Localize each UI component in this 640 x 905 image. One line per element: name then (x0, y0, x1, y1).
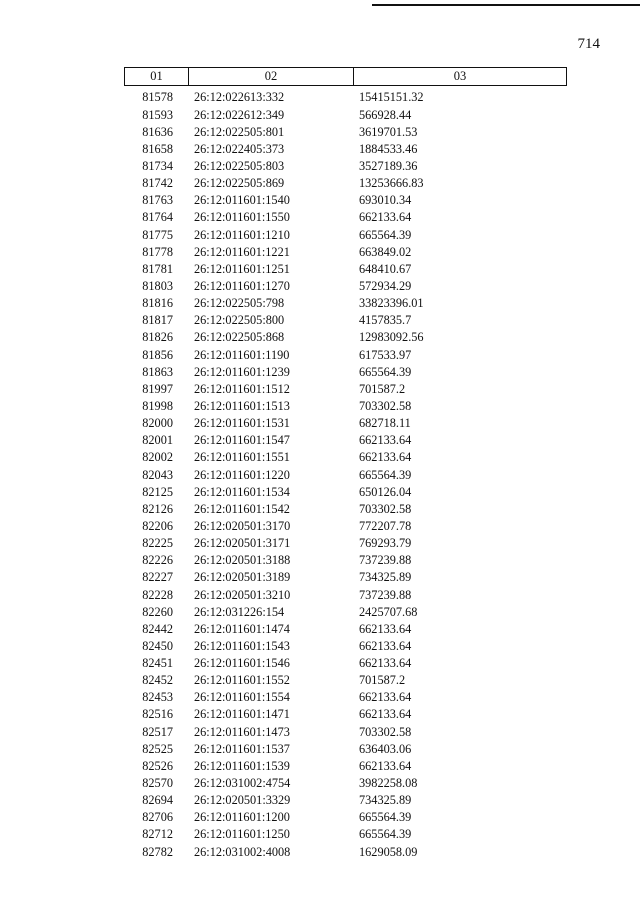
cadastral-number-cell: 26:12:020501:3329 (194, 793, 291, 808)
row-id-cell: 82000 (142, 416, 173, 431)
table-row (124, 723, 567, 740)
table-row (124, 552, 567, 569)
row-id-cell: 82001 (142, 433, 173, 448)
value-cell: 2425707.68 (359, 604, 418, 619)
row-id-cell: 82570 (142, 776, 173, 791)
row-id-cell: 82227 (142, 570, 173, 585)
top-rule (372, 4, 640, 6)
row-id-cell: 81636 (142, 124, 173, 139)
table-row (124, 792, 567, 809)
row-id-cell: 81817 (142, 313, 173, 328)
table-row (124, 432, 567, 449)
table-row (124, 740, 567, 757)
row-id-cell: 81998 (142, 398, 173, 413)
value-cell: 662133.64 (359, 621, 412, 636)
table-row (124, 278, 567, 295)
value-cell: 566928.44 (359, 107, 412, 122)
row-id-cell: 81816 (142, 296, 173, 311)
row-id-cell: 82452 (142, 673, 173, 688)
value-cell: 665564.39 (359, 364, 412, 379)
table-row (124, 89, 567, 106)
table-row (124, 757, 567, 774)
row-id-cell: 81578 (142, 90, 173, 105)
table-row (124, 466, 567, 483)
cadastral-number-cell: 26:12:020501:3170 (194, 518, 291, 533)
cadastral-number-cell: 26:12:011601:1512 (194, 381, 290, 396)
row-id-cell: 81763 (142, 193, 173, 208)
value-cell: 662133.64 (359, 758, 412, 773)
row-id-cell: 81593 (142, 107, 173, 122)
row-id-cell: 81826 (142, 330, 173, 345)
table-body (124, 89, 567, 860)
value-cell: 703302.58 (359, 398, 412, 413)
value-cell: 734325.89 (359, 570, 412, 585)
row-id-cell: 82694 (142, 793, 173, 808)
row-id-cell: 81734 (142, 158, 173, 173)
table-row (124, 243, 567, 260)
cadastral-number-cell: 26:12:031226:154 (194, 604, 285, 619)
value-cell: 662133.64 (359, 690, 412, 705)
value-cell: 13253666.83 (359, 176, 424, 191)
value-cell: 662133.64 (359, 450, 412, 465)
row-id-cell: 82453 (142, 690, 173, 705)
table-row (124, 843, 567, 860)
cadastral-number-cell: 26:12:022405:373 (194, 141, 285, 156)
table-row (124, 312, 567, 329)
value-cell: 3619701.53 (359, 124, 418, 139)
cadastral-number-cell: 26:12:011601:1547 (194, 433, 290, 448)
value-cell: 650126.04 (359, 484, 412, 499)
cadastral-number-cell: 26:12:011601:1543 (194, 638, 290, 653)
table-row (124, 569, 567, 586)
value-cell: 769293.79 (359, 536, 412, 551)
table-row (124, 175, 567, 192)
value-cell: 772207.78 (359, 518, 412, 533)
row-id-cell: 82516 (142, 707, 173, 722)
row-id-cell: 81742 (142, 176, 173, 191)
row-id-cell: 81863 (142, 364, 173, 379)
cadastral-number-cell: 26:12:011601:1540 (194, 193, 290, 208)
value-cell: 665564.39 (359, 467, 412, 482)
row-id-cell: 81658 (142, 141, 173, 156)
table-row (124, 706, 567, 723)
table-row (124, 346, 567, 363)
table-row (124, 672, 567, 689)
cadastral-number-cell: 26:12:011601:1239 (194, 364, 290, 379)
value-cell: 3982258.08 (359, 776, 418, 791)
table-row (124, 363, 567, 380)
value-cell: 572934.29 (359, 278, 412, 293)
table-row (124, 398, 567, 415)
table-row (124, 603, 567, 620)
row-id-cell: 82451 (142, 656, 173, 671)
cadastral-number-cell: 26:12:011601:1550 (194, 210, 290, 225)
value-cell: 701587.2 (359, 381, 406, 396)
table-row (124, 295, 567, 312)
value-cell: 617533.97 (359, 347, 412, 362)
value-cell: 665564.39 (359, 227, 412, 242)
cadastral-number-cell: 26:12:011601:1200 (194, 810, 290, 825)
table-row (124, 689, 567, 706)
cadastral-number-cell: 26:12:022612:349 (194, 107, 285, 122)
cadastral-number-cell: 26:12:031002:4008 (194, 844, 291, 859)
table-row (124, 518, 567, 535)
row-id-cell: 82517 (142, 724, 173, 739)
value-cell: 662133.64 (359, 433, 412, 448)
row-id-cell: 82002 (142, 450, 173, 465)
table-row (124, 638, 567, 655)
value-cell: 737239.88 (359, 553, 412, 568)
row-id-cell: 82226 (142, 553, 173, 568)
cadastral-number-cell: 26:12:011601:1513 (194, 398, 290, 413)
cadastral-number-cell: 26:12:011601:1539 (194, 758, 290, 773)
cadastral-number-cell: 26:12:020501:3171 (194, 536, 291, 551)
header-cell-03: 03 (453, 69, 467, 83)
cadastral-number-cell: 26:12:011601:1552 (194, 673, 290, 688)
table-row (124, 809, 567, 826)
value-cell: 662133.64 (359, 638, 412, 653)
value-cell: 703302.58 (359, 724, 412, 739)
cadastral-number-cell: 26:12:011601:1537 (194, 741, 290, 756)
cadastral-number-cell: 26:12:011601:1471 (194, 707, 290, 722)
row-id-cell: 81781 (142, 261, 173, 276)
row-id-cell: 82706 (142, 810, 173, 825)
value-cell: 737239.88 (359, 587, 412, 602)
cadastral-number-cell: 26:12:011601:1221 (194, 244, 290, 259)
value-cell: 665564.39 (359, 827, 412, 842)
table-row (124, 140, 567, 157)
row-id-cell: 81856 (142, 347, 173, 362)
row-id-cell: 82442 (142, 621, 173, 636)
value-cell: 663849.02 (359, 244, 412, 259)
header-cell-02: 02 (189, 68, 354, 85)
value-cell: 693010.34 (359, 193, 412, 208)
cadastral-number-cell: 26:12:031002:4754 (194, 776, 291, 791)
value-cell: 662133.64 (359, 210, 412, 225)
page-number: 714 (577, 36, 600, 52)
cadastral-number-cell: 26:12:011601:1546 (194, 656, 290, 671)
row-id-cell: 81803 (142, 278, 173, 293)
cadastral-number-cell: 26:12:011601:1531 (194, 416, 290, 431)
value-cell: 682718.11 (359, 416, 411, 431)
row-id-cell: 81775 (142, 227, 173, 242)
table-row (124, 449, 567, 466)
cadastral-number-cell: 26:12:011601:1251 (194, 261, 290, 276)
cadastral-number-cell: 26:12:011601:1250 (194, 827, 290, 842)
value-cell: 15415151.32 (359, 90, 424, 105)
cadastral-number-cell: 26:12:011601:1474 (194, 621, 290, 636)
row-id-cell: 82526 (142, 758, 173, 773)
value-cell: 636403.06 (359, 741, 412, 756)
value-cell: 703302.58 (359, 501, 412, 516)
data-table (124, 67, 567, 860)
row-id-cell: 82206 (142, 518, 173, 533)
value-cell: 1629058.09 (359, 844, 418, 859)
table-row (124, 535, 567, 552)
row-id-cell: 82043 (142, 467, 173, 482)
cadastral-number-cell: 26:12:022505:801 (194, 124, 285, 139)
row-id-cell: 82712 (142, 827, 173, 842)
table-row (124, 260, 567, 277)
cadastral-number-cell: 26:12:011601:1551 (194, 450, 290, 465)
cadastral-number-cell: 26:12:022505:800 (194, 313, 285, 328)
value-cell: 701587.2 (359, 673, 406, 688)
row-id-cell: 82125 (142, 484, 173, 499)
value-cell: 4157835.7 (359, 313, 412, 328)
table-row (124, 586, 567, 603)
cadastral-number-cell: 26:12:022613:332 (194, 90, 285, 105)
table-row (124, 826, 567, 843)
table-row (124, 655, 567, 672)
value-cell: 3527189.36 (359, 158, 418, 173)
row-id-cell: 82450 (142, 638, 173, 653)
table-row (124, 123, 567, 140)
value-cell: 33823396.01 (359, 296, 424, 311)
table-row (124, 209, 567, 226)
row-id-cell: 82126 (142, 501, 173, 516)
table-row (124, 106, 567, 123)
header-cell-01: 01 (125, 68, 189, 85)
row-id-cell: 82782 (142, 844, 173, 859)
cadastral-number-cell: 26:12:011601:1220 (194, 467, 290, 482)
cadastral-number-cell: 26:12:022505:868 (194, 330, 285, 345)
cadastral-number-cell: 26:12:022505:798 (194, 296, 285, 311)
value-cell: 12983092.56 (359, 330, 424, 345)
cadastral-number-cell: 26:12:020501:3188 (194, 553, 291, 568)
row-id-cell: 82225 (142, 536, 173, 551)
cadastral-number-cell: 26:12:011601:1554 (194, 690, 290, 705)
cadastral-number-cell: 26:12:011601:1210 (194, 227, 290, 242)
table-row (124, 483, 567, 500)
table-row (124, 500, 567, 517)
table-row (124, 329, 567, 346)
cadastral-number-cell: 26:12:011601:1542 (194, 501, 290, 516)
value-cell: 665564.39 (359, 810, 412, 825)
table-row (124, 380, 567, 397)
value-cell: 662133.64 (359, 656, 412, 671)
row-id-cell: 82228 (142, 587, 173, 602)
value-cell: 1884533.46 (359, 141, 418, 156)
cadastral-number-cell: 26:12:020501:3210 (194, 587, 291, 602)
row-id-cell: 81778 (142, 244, 173, 259)
table-row (124, 415, 567, 432)
table-row (124, 158, 567, 175)
table-row (124, 775, 567, 792)
cadastral-number-cell: 26:12:011601:1534 (194, 484, 290, 499)
cadastral-number-cell: 26:12:022505:869 (194, 176, 285, 191)
cadastral-number-cell: 26:12:011601:1190 (194, 347, 290, 362)
row-id-cell: 81764 (142, 210, 173, 225)
table-row (124, 620, 567, 637)
value-cell: 734325.89 (359, 793, 412, 808)
row-id-cell: 82260 (142, 604, 173, 619)
row-id-cell: 82525 (142, 741, 173, 756)
value-cell: 662133.64 (359, 707, 412, 722)
table-row (124, 226, 567, 243)
table-row (124, 192, 567, 209)
cadastral-number-cell: 26:12:020501:3189 (194, 570, 291, 585)
cadastral-number-cell: 26:12:022505:803 (194, 158, 285, 173)
table-header (124, 67, 567, 86)
value-cell: 648410.67 (359, 261, 412, 276)
row-id-cell: 81997 (142, 381, 173, 396)
cadastral-number-cell: 26:12:011601:1270 (194, 278, 290, 293)
cadastral-number-cell: 26:12:011601:1473 (194, 724, 290, 739)
